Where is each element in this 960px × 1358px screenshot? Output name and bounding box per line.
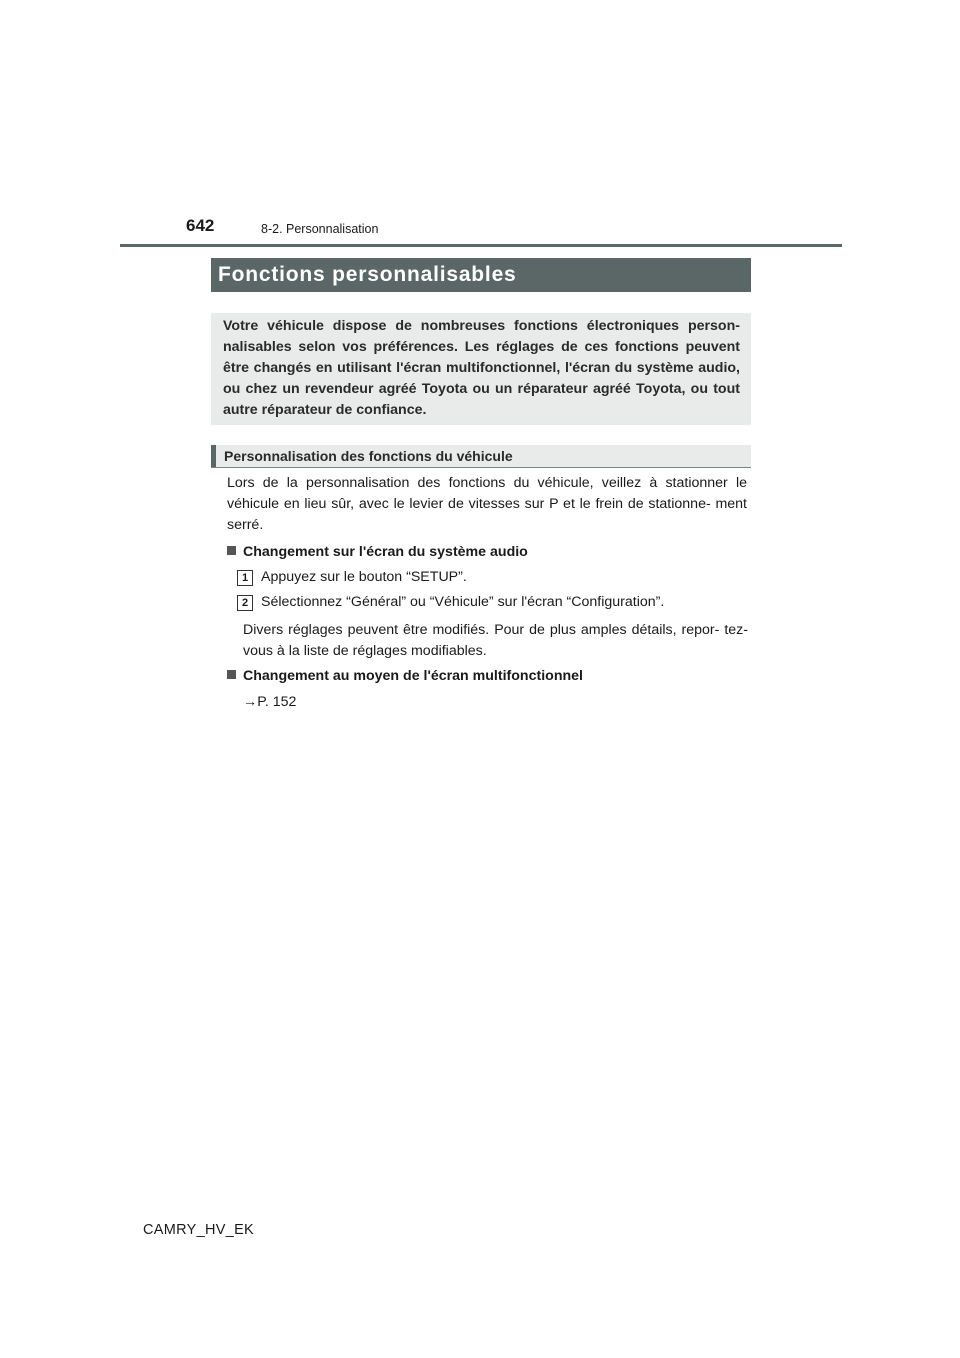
- square-bullet-icon: [227, 546, 236, 555]
- multi-heading-text: Changement au moyen de l'écran multifonctionnel: [243, 668, 583, 684]
- footer-code: CAMRY_HV_EK: [143, 1222, 255, 1238]
- step-number-box: 1: [237, 570, 253, 586]
- subsection-title: Personnalisation des fonctions du véhicule: [224, 448, 513, 464]
- step-number-box: 2: [237, 595, 253, 611]
- audio-heading-text: Changement sur l'écran du système audio: [243, 544, 528, 560]
- step-text: Sélectionnez “Général” ou “Véhicule” sur l'écran “Configuration”.: [261, 594, 665, 610]
- page-reference-link[interactable]: →P. 152: [243, 694, 297, 710]
- page-number: 642: [186, 216, 215, 235]
- subsection-paragraph: Lors de la personnalisation des fonctions du véhicule, veillez à stationner le véhicule en lieu sûr, avec le levier de vitesses sur P et le frein de stationne- ment serré.: [227, 475, 747, 533]
- intro-box: [211, 313, 751, 425]
- page-title: Fonctions personnalisables: [211, 258, 751, 292]
- subsection-heading: [211, 445, 751, 468]
- audio-heading: [227, 544, 528, 560]
- step-text: Appuyez sur le bouton “SETUP”.: [261, 569, 467, 585]
- square-bullet-icon: [227, 670, 236, 679]
- section-label: 8-2. Personnalisation: [261, 222, 379, 236]
- subsection-heading-bar: [211, 445, 216, 467]
- audio-note: Divers réglages peuvent être modifiés. Pour de plus amples détails, repor- tez-vous à la liste de réglages modifiables.: [243, 622, 748, 659]
- header-rule: [120, 244, 842, 247]
- multi-heading: [227, 668, 583, 684]
- intro-text: Votre véhicule dispose de nombreuses fonctions électroniques person- nalisables selon vos préférences. Les réglages de ces fonctions peuvent être changés en utilisant l'écran multifonctionnel, l'écran du système audio, ou chez un revendeur agréé Toyota ou un réparateur agréé Toyota, ou tout autre réparateur de confiance.: [223, 318, 740, 418]
